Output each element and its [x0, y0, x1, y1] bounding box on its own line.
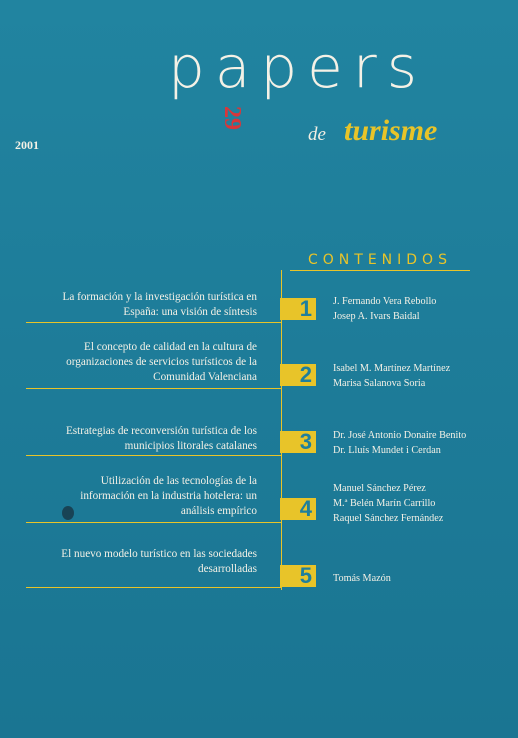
issue-number: 29 [219, 106, 245, 130]
article-title-3[interactable] [20, 424, 257, 454]
publication-year: 2001 [15, 138, 39, 152]
author-name: M.ª Belén Marín Carrillo [333, 498, 436, 509]
article-title-line: El concepto de calidad en la cultura de [83, 341, 257, 353]
author-name: Isabel M. Martínez Martínez [333, 363, 451, 374]
article-title-line: La formación y la investigación turística en [62, 291, 257, 303]
article-authors-4 [333, 481, 513, 526]
article-title-line: municipios litorales catalanes [124, 440, 257, 452]
article-number-5: 5 [280, 565, 316, 587]
contents-heading: CONTENIDOS [308, 252, 452, 268]
article-title-2[interactable] [20, 340, 257, 385]
author-name: Dr. Lluís Mundet i Cerdan [333, 445, 441, 456]
author-name: Josep A. Ivars Baidal [333, 311, 420, 322]
article-title-line: desarrolladas [197, 563, 257, 575]
article-title-line: El nuevo modelo turístico en las sociedades [61, 548, 257, 560]
article-rule-2 [26, 388, 282, 389]
article-rule-1 [26, 322, 282, 323]
article-authors-2 [333, 361, 513, 391]
journal-title: papers [168, 33, 427, 101]
author-name: Dr. José Antonio Donaire Benito [333, 430, 467, 441]
article-number-1: 1 [280, 298, 316, 320]
article-title-1[interactable] [20, 290, 257, 320]
author-name: Tomás Mazón [333, 573, 391, 584]
journal-title-de: de [308, 124, 326, 145]
article-title-line: análisis empírico [180, 505, 257, 517]
article-title-line: Utilización de las tecnologías de la [100, 475, 257, 487]
article-title-line: organizaciones de servicios turísticos de la [66, 356, 257, 368]
article-rule-4 [26, 522, 282, 523]
article-title-4[interactable] [20, 474, 257, 519]
article-title-line: España: una visión de síntesis [123, 306, 257, 318]
article-rule-5 [26, 587, 282, 588]
article-number-3: 3 [280, 431, 316, 453]
author-name: J. Fernando Vera Rebollo [333, 296, 437, 307]
article-title-line: Estrategias de reconversión turística de los [65, 425, 257, 437]
journal-subtitle: turisme [344, 114, 438, 147]
article-number-4: 4 [280, 498, 316, 520]
article-authors-3 [333, 428, 513, 458]
article-authors-5 [333, 571, 513, 586]
article-authors-1 [333, 294, 513, 324]
article-title-line: información en la industria hotelera: un [80, 490, 257, 502]
ink-smudge [62, 506, 74, 520]
author-name: Raquel Sánchez Fernández [333, 513, 444, 524]
author-name: Marisa Salanova Soria [333, 378, 426, 389]
contents-heading-rule [290, 270, 470, 271]
article-rule-3 [26, 455, 282, 456]
article-title-line: Comunidad Valenciana [153, 371, 257, 383]
article-title-5[interactable] [20, 547, 257, 577]
article-number-2: 2 [280, 364, 316, 386]
author-name: Manuel Sánchez Pérez [333, 483, 426, 494]
